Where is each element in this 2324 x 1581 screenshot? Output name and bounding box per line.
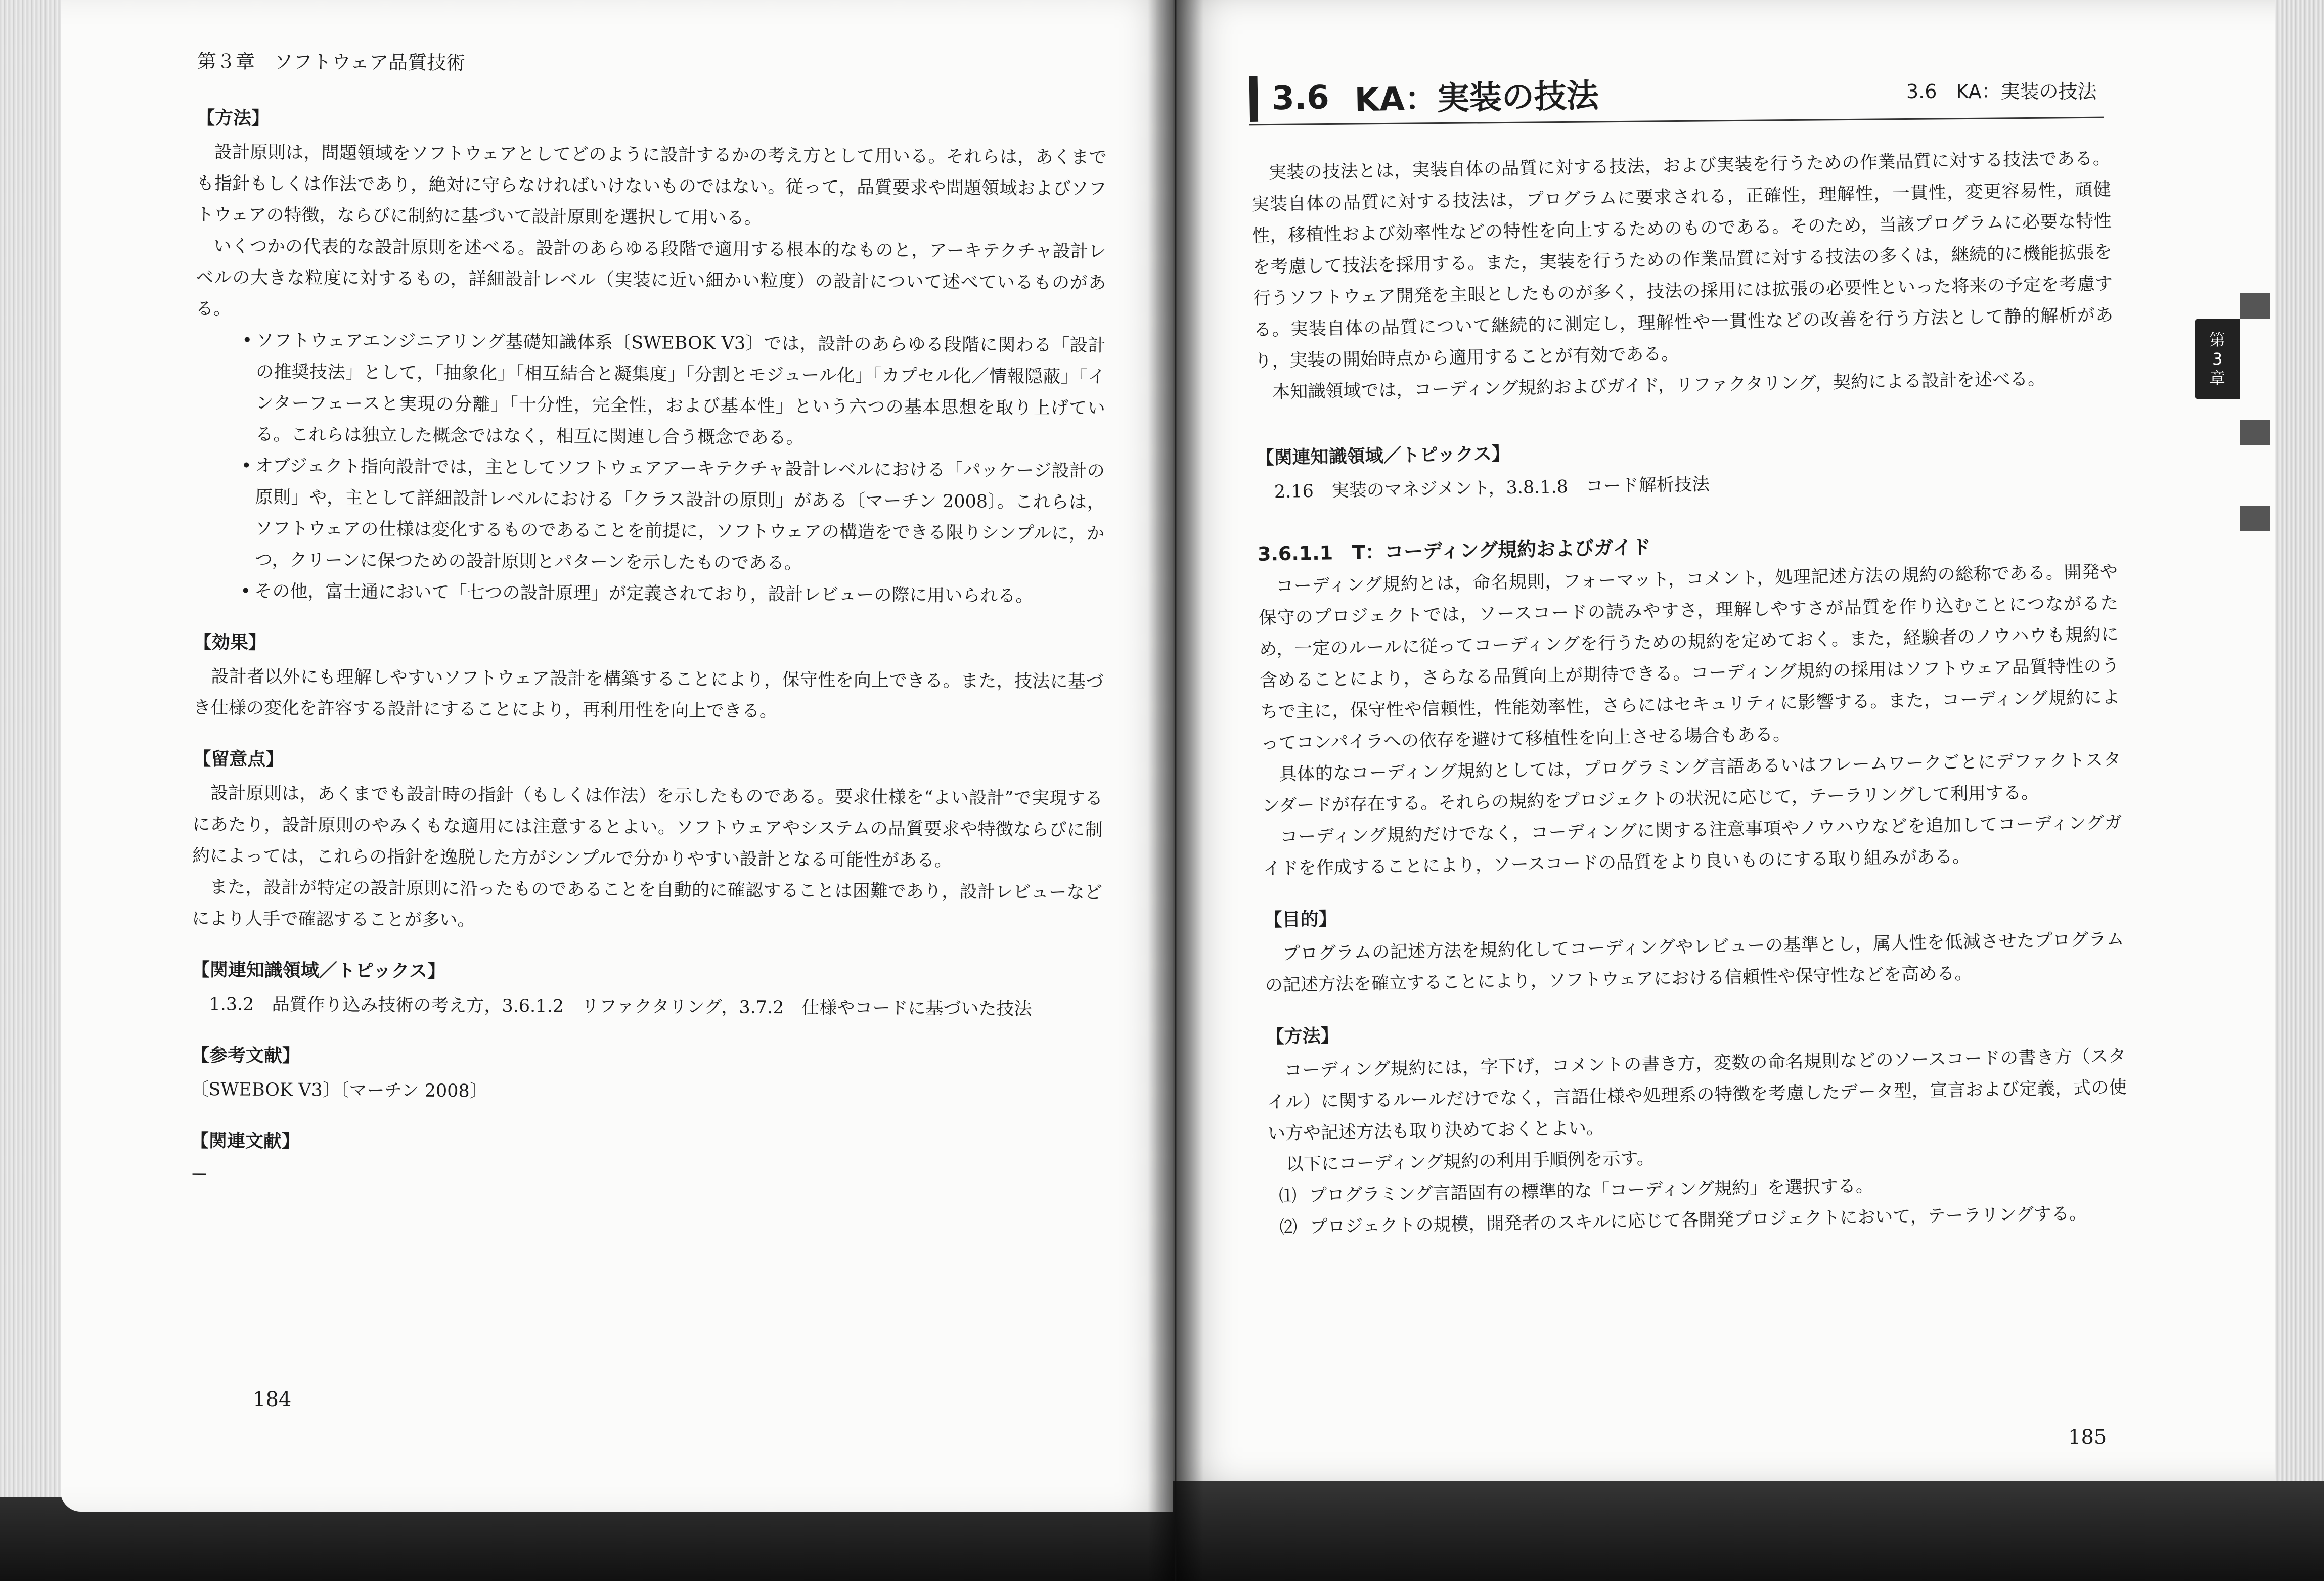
title-bar-marker [1249,76,1259,122]
edge-tab-mark [2240,293,2270,319]
chapter-thumb-tab: 第 3 章 [2195,319,2240,399]
left-page-content [190,46,1107,1196]
references-line: 〔SWEBOK V3〕〔マーチン 2008〕 [191,1079,487,1102]
list-item: • ソフトウェアエンジニアリング基礎知識体系〔SWEBOK V3〕では，設計のあらゆる段階に関わる「設計の推奨技法」として，「抽象化」「相互結合と凝集度」「分割とモジュール化」「カプセル化／情報隠蔽」「インターフェースと実現の分離」「十分性，完全性，および基本性」という六つの基本思想を取り上げている。これらは独立した概念ではなく，相互に関連し合う概念である。 [255,325,1105,456]
notes-paragraph: 設計原則は，あくまでも設計時の指針（もしくは作法）を示したものである。要求仕様を“よい設計”で実現するにあたり，設計原則のやみくもな適用には注意するとよい。ソフトウェアやシステムの品質要求や特徴ならびに制約によっては，これらの指針を逸脱した方がシンプルで分かりやすい設計となる可能性がある。 [192,783,1103,871]
subsection-heading: 3.6.1.1 T：コーディング規約およびガイド [1257,536,1651,565]
method-heading-right: 【方法】 [1266,1025,1339,1048]
subsection-paragraph: コーディング規約だけでなく，コーディングに関する注意事項やノウハウなどを追加してコーディングガイドを作成することにより，ソースコードの品質をより良いものにする取り組みがある。 [1263,812,2122,879]
book-gutter [1148,0,1203,1581]
section-title-text: KA：実装の技法 [1354,77,1599,119]
references-heading: 【参考文献】 [191,1045,300,1067]
page-number-left: 184 [253,1388,292,1411]
edge-tab-mark [2240,506,2270,531]
related-topics-line: 1.3.2 品質作り込み技術の考え方，3.6.1.2 リファクタリング，3.7.2 仕様やコードに基づいた技法 [209,994,1032,1020]
purpose-paragraph: プログラムの記述方法を規約化してコーディングやレビューの基準とし，属人性を低減させたプログラムの記述方法を確立することにより，ソフトウェアにおける信頼性や保守性などを高める。 [1265,929,2124,996]
related-literature-heading: 【関連文献】 [190,1130,300,1152]
method-paragraph: 設計原則は，問題領域をソフトウェアとしてどのように設計するかの考え方として用いる。それらは，あくまでも指針もしくは作法であり，絶対に守らなければいけないものではない。従って，品質要求や問題領域およびソフトウェアの特徴，ならびに制約に基づいて設計原則を選択して用いる。 [196,142,1107,229]
subsection-paragraph: コーディング規約とは，命名規則，フォーマット，コメント，処理記述方法の規約の総称である。開発や保守のプロジェクトでは，ソースコードの読みやすさ，理解しやすさが品質を作り込むことにつながるため，一定のルールに従ってコーディングを行うための規約を定めておく。また，経験者のノウハウも規約に含めることにより，さらなる品質向上が期待できる。コーディング規約の採用はソフトウェア品質特性のうちで主に，保守性や信頼性，性能効率性，さらにはセキュリティに影響する。また，コーディング規約によってコンパイラへの依存を避けて移植性を向上させる場合もある。 [1258,562,2120,754]
section-number: 3.6 [1271,79,1330,118]
method-paragraph-right: コーディング規約には，字下げ，コメントの書き方，変数の命名規則などのソースコードの書き方（スタイル）に関するルールだけでなく，言語仕様や処理系の特徴を考慮したデータ型，宣言および定義，式の使い方や記述方法も取り決めておくとよい。 [1267,1046,2127,1144]
subsection-paragraph: 具体的なコーディング規約としては，プログラミング言語あるいはフレームワークごとにデファクトスタンダードが存在する。それらの規約をプロジェクトの状況に応じて，テーラリングして利用する。 [1262,750,2121,817]
intro-paragraph: 実装の技法とは，実装自体の品質に対する技法，および実装を行うための作業品質に対する技法である。実装自体の品質に対する技法は，プログラムに要求される，正確性，理解性，一貫性，変更容易性，頑健性，移植性および効率性などの特性を向上するためのものである。そのため，当該プログラムに必要な特性を考慮して技法を採用する。また，実装を行うための作業品質に対する技法の多くは，継続的に機能拡張を行うソフトウェア開発を主眼としたものが多く，技法の採用には拡張の必要性といった将来の予定を考慮する。実装自体の品質について継続的に測定し，理解性や一貫性などの改善を行う方法として静的解析があり，実装の開始時点から適用することが有効である。 [1251,148,2114,372]
list-item: • オブジェクト指向設計では，主としてソフトウェアアーキテクチャ設計レベルにおける「パッケージ設計の原則」や，主として詳細設計レベルにおける「クラス設計の原則」がある〔マーチン 2008〕。これらは，ソフトウェアの仕様は変化するものであることを前提に，ソフトウェアの構造をできる限りシンプルに，かつ，クリーンに保つための設計原則とパターンを示したものである。 [255,450,1105,581]
running-head-right: 3.6 KA：実装の技法 [1906,80,2097,103]
effect-paragraph: 設計者以外にも理解しやすいソフトウェア設計を構築することにより，保守性を向上できる。また，技法に基づき仕様の変化を許容する設計にすることにより，再利用性を向上できる。 [193,666,1104,722]
notes-heading: 【留意点】 [193,748,284,771]
procedure-step: ⑵ プロジェクトの規模，開発者のスキルに応じて各開発プロジェクトにおいて，テーラリングする。 [1279,1203,2087,1238]
related-topics-line-right: 2.16 実装のマネジメント，3.8.1.8 コード解析技法 [1274,474,1710,503]
related-topics-heading: 【関連知識領域／トピックス】 [191,959,446,982]
related-literature-line: － [190,1164,208,1186]
effect-heading: 【効果】 [193,631,266,653]
method-paragraph-right: 以下にコーディング規約の利用手順例を示す。 [1285,1148,1655,1176]
method-heading: 【方法】 [196,107,270,129]
purpose-heading: 【目的】 [1264,909,1337,931]
procedure-step: ⑴ プログラミング言語固有の標準的な「コーディング規約」を選択する。 [1278,1176,1874,1207]
edge-tab-mark [2240,420,2270,445]
list-item: • その他，富士通において「七つの設計原理」が定義されており，設計レビューの際に用いられる。 [254,576,1104,612]
section-title [1249,61,2110,122]
right-page-content [1249,46,2129,1243]
notes-paragraph: また，設計が特定の設計原則に沿ったものであることを自動的に確認することは困難であり，設計レビューなどにより人手で確認することが多い。 [192,877,1102,931]
page-number-right: 185 [2068,1426,2107,1449]
related-topics-heading-right: 【関連知識領域／トピックス】 [1256,443,1510,469]
intro-paragraph: 本知識領域では，コーディング規約およびガイド，リファクタリング，契約による設計を述べる。 [1272,369,2046,403]
method-paragraph: いくつかの代表的な設計原則を述べる。設計のあらゆる段階で適用する根本的なものと，アーキテクチャ設計レベルの大きな粒度に対するもの，詳細設計レベル（実装に近い細かい粒度）の設計について述べているものがある。 [195,236,1106,320]
design-principles-list [194,325,1105,612]
running-head-left: 第３章 ソフトウェア品質技術 [197,50,466,74]
